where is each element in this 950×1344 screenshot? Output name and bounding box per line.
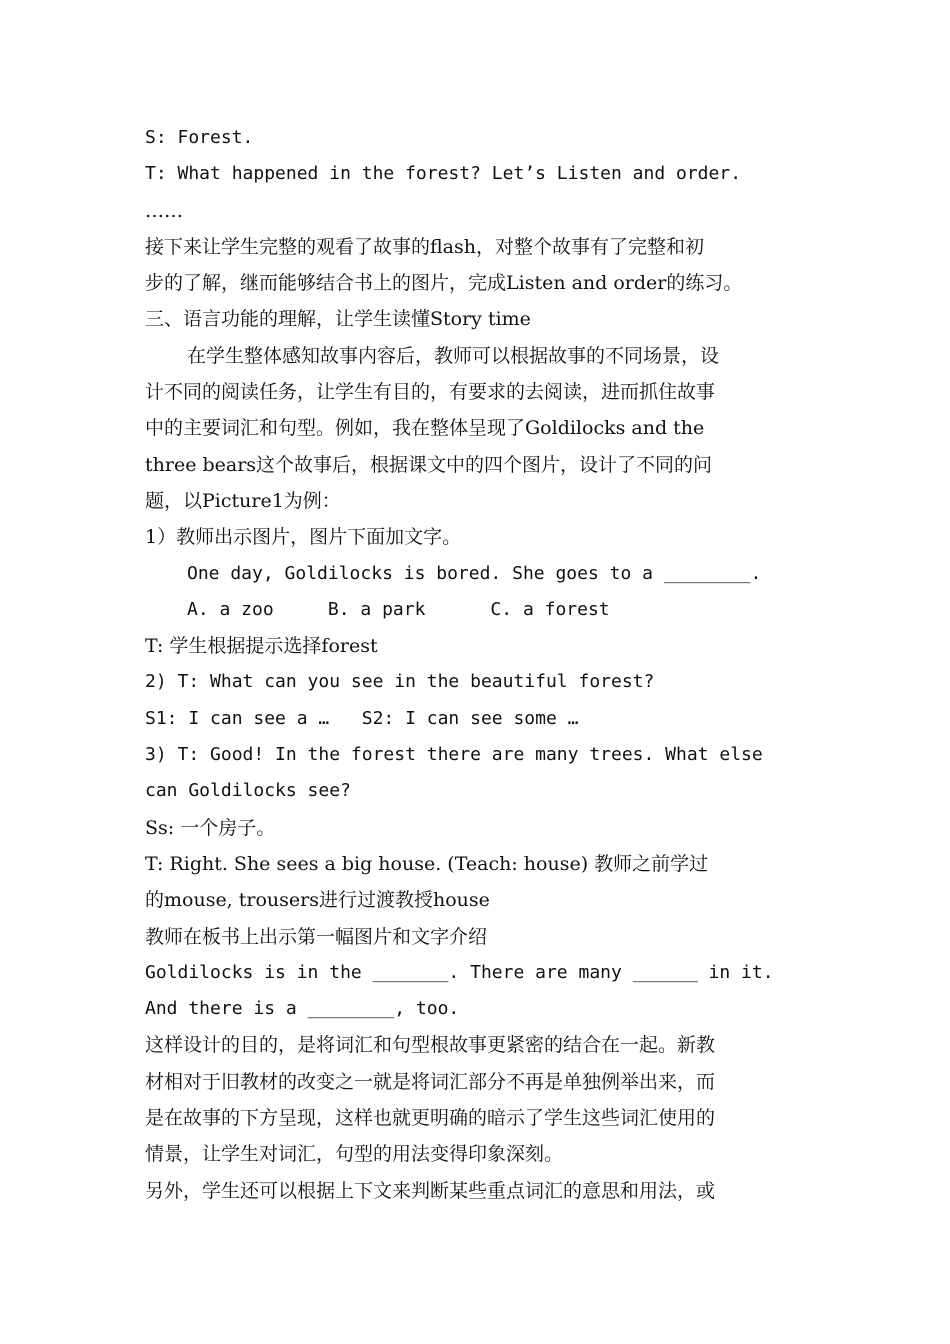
paragraph-line: 这样设计的目的，是将词汇和句型根故事更紧密的结合在一起。新教 [145,1034,716,1057]
exercise-sentence: And there is a ________, too. [145,998,460,1020]
step-line: 1）教师出示图片，图片下面加文字。 [145,526,462,549]
paragraph-line: 情景，让学生对词汇，句型的用法变得印象深刻。 [145,1143,564,1166]
paragraph-line: 计不同的阅读任务，让学生有目的，有要求的去阅读，进而抓住故事 [145,381,716,404]
paragraph-line: 接下来让学生完整的观看了故事的flash，对整个故事有了完整和初 [145,235,704,258]
paragraph-line: 是在故事的下方呈现，这样也就更明确的暗示了学生这些词汇使用的 [145,1107,716,1130]
dialogue-line: 3) T: Good! In the forest there are many trees. What else [145,744,763,766]
dialogue-line: can Goldilocks see? [145,780,351,802]
dialogue-line: T: 学生根据提示选择forest [145,635,378,658]
paragraph-line: 步的了解，继而能够结合书上的图片，完成Listen and order的练习。 [145,272,743,295]
dialogue-line: T: What happened in the forest? Let’s Listen and order. [145,163,742,185]
paragraph-line: 题，以Picture1为例： [145,489,341,512]
exercise-sentence: Goldilocks is in the _______. There are many ______ in it. [145,961,774,983]
paragraph-line: 另外，学生还可以根据上下文来判断某些重点词汇的意思和用法，或 [145,1179,716,1202]
paragraph-line: 的mouse, trousers进行过渡教授house [145,889,490,912]
dialogue-line: S1: I can see a … S2: I can see some … [145,707,579,729]
paragraph-line: three bears这个故事后，根据课文中的四个图片，设计了不同的问 [145,453,713,476]
paragraph-line: 在学生整体感知故事内容后，教师可以根据故事的不同场景，设 [187,344,720,367]
dialogue-line: 2) T: What can you see in the beautiful forest? [145,671,655,693]
exercise-sentence: One day, Goldilocks is bored. She goes to a ________. [187,562,762,584]
dialogue-line: S: Forest. [145,127,254,148]
paragraph-line: 中的主要词汇和句型。例如，我在整体呈现了Goldilocks and the [145,417,705,440]
exercise-options: A. a zoo B. a park C. a forest [187,598,610,620]
dialogue-line: T: Right. She sees a big house. (Teach: house) 教师之前学过 [145,852,709,875]
ellipsis-line: …… [145,199,183,222]
document-page [145,120,815,1209]
paragraph-line: 材相对于旧教材的改变之一就是将词汇部分不再是单独例举出来，而 [145,1070,716,1093]
paragraph-line: 教师在板书上出示第一幅图片和文字介绍 [145,925,488,948]
dialogue-line: Ss: 一个房子。 [145,816,276,839]
section-heading: 三、语言功能的理解，让学生读懂Story time [145,308,531,331]
